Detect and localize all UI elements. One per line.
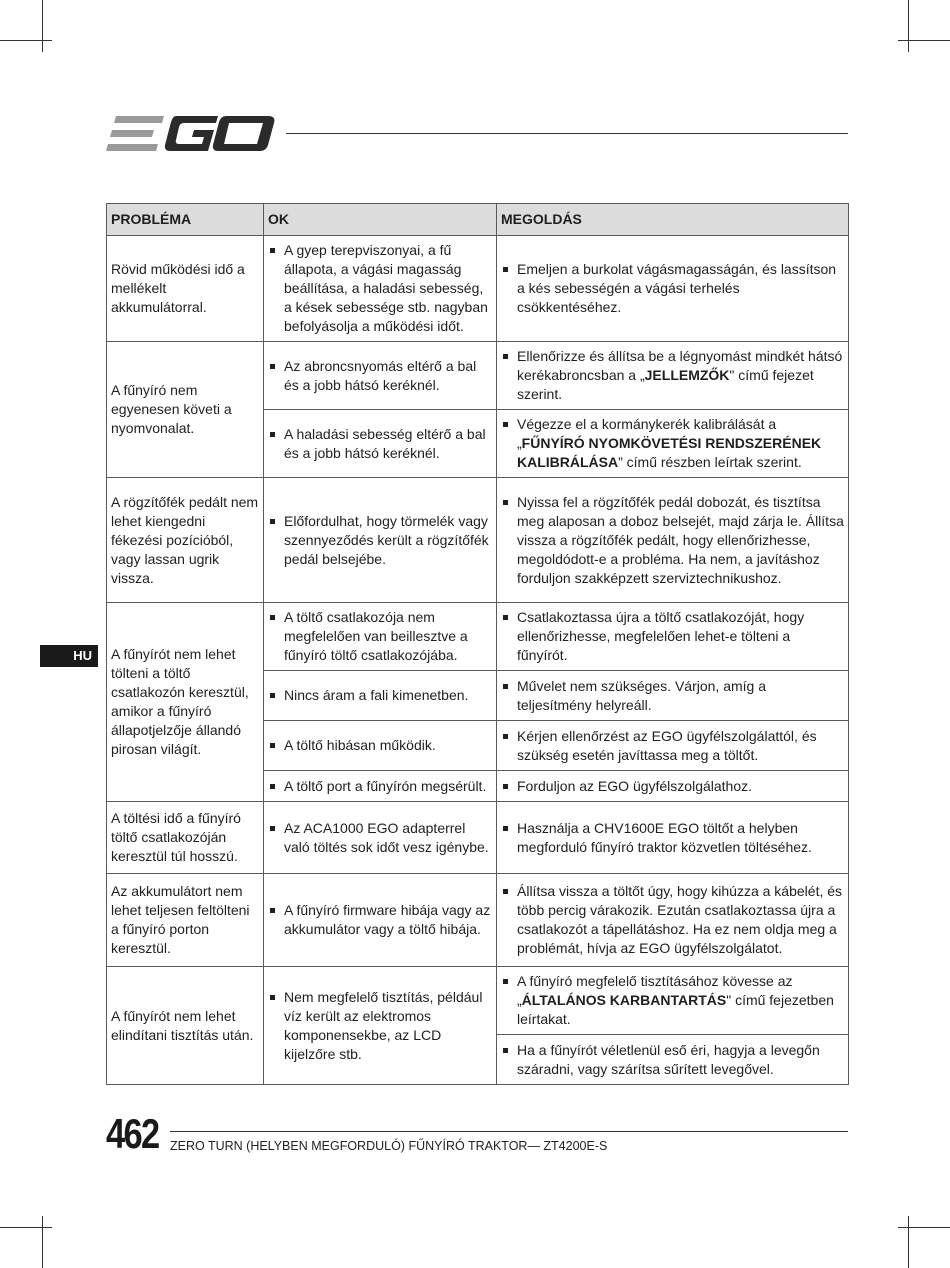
solution-text: Állítsa vissza a töltőt úgy, hogy kihúzza a kábelét, és több percig várakozik. Ezután csatlakoztassa újra a csatlakozót a tápellátáshoz. Ha ez nem oldja meg a problémát, hívja az EGO ügyfélszolgálatot. xyxy=(501,882,844,958)
header-cause: OK xyxy=(264,204,497,236)
crop-mark xyxy=(898,1227,950,1228)
cause-cell xyxy=(264,236,497,342)
solution-cell xyxy=(497,603,849,671)
crop-mark xyxy=(898,40,950,41)
cause-cell xyxy=(264,771,497,802)
problem-cell: A fűnyírót nem lehet elindítani tisztítás után. xyxy=(107,967,264,1085)
solution-text: Forduljon az EGO ügyfélszolgálathoz. xyxy=(501,777,844,796)
table-row xyxy=(107,236,849,342)
cause-cell xyxy=(264,802,497,874)
solution-text: Használja a CHV1600E EGO töltőt a helyben megforduló fűnyíró traktor közvetlen töltéséhez. xyxy=(501,819,844,857)
cause-cell xyxy=(264,342,497,410)
language-tab: HU xyxy=(40,645,98,667)
cause-text: Nincs áram a fali kimenetben. xyxy=(268,686,492,705)
solution-text: Emeljen a burkolat vágásmagasságán, és lassítson a kés sebességén a vágási terhelés csökkentéséhez. xyxy=(501,260,844,317)
table-row xyxy=(107,802,849,874)
table-row xyxy=(107,603,849,671)
cause-text: Előfordulhat, hogy törmelék vagy szennyeződés került a rögzítőfék pedál belsejébe. xyxy=(268,512,492,569)
solution-cell xyxy=(497,342,849,410)
cause-cell xyxy=(264,967,497,1085)
crop-mark xyxy=(908,0,909,52)
solution-cell xyxy=(497,236,849,342)
footer-title: ZERO TURN (HELYBEN MEGFORDULÓ) FŰNYÍRÓ TRAKTOR— ZT4200E-S xyxy=(170,1139,608,1153)
table-header-row xyxy=(107,204,849,236)
solution-text: Nyissa fel a rögzítőfék pedál dobozát, és tisztítsa meg alaposan a doboz belsejét, majd zárja le. Állítsa vissza a rögzítőfék pedált, hogy ellenőrizhesse, megoldódott-e a probléma. Ha nem, a javításhoz forduljon szakképzett szerviztechnikushoz. xyxy=(501,493,844,588)
solution-text: Művelet nem szükséges. Várjon, amíg a teljesítmény helyreáll. xyxy=(501,677,844,715)
cause-cell xyxy=(264,874,497,967)
solution-cell xyxy=(497,478,849,603)
solution-cell xyxy=(497,802,849,874)
cause-text: A fűnyíró firmware hibája vagy az akkumulátor vagy a töltő hibája. xyxy=(268,901,492,939)
cause-text: A töltő csatlakozója nem megfelelően van beillesztve a fűnyíró töltő csatlakozójába. xyxy=(268,608,492,665)
cause-text: A haladási sebesség eltérő a bal és a jobb hátsó keréknél. xyxy=(268,425,492,463)
problem-cell: A töltési idő a fűnyíró töltő csatlakozóján keresztül túl hosszú. xyxy=(107,802,264,874)
table-row xyxy=(107,342,849,410)
page-number: 462 xyxy=(106,1110,159,1157)
cause-text: Az ACA1000 EGO adapterrel való töltés sok időt vesz igénybe. xyxy=(268,819,492,857)
solution-cell xyxy=(497,771,849,802)
problem-cell: A fűnyírót nem lehet tölteni a töltő csatlakozón keresztül, amikor a fűnyíró állapotjelzője állandó pirosan világít. xyxy=(107,603,264,802)
problem-cell: A fűnyíró nem egyenesen követi a nyomvonalat. xyxy=(107,342,264,478)
solution-cell xyxy=(497,410,849,478)
solution-text: A fűnyíró megfelelő tisztításához kövesse az „ÁLTALÁNOS KARBANTARTÁS" című fejezetben leírtakat. xyxy=(501,972,844,1029)
cause-text: Az abroncsnyomás eltérő a bal és a jobb hátsó keréknél. xyxy=(268,357,492,395)
crop-mark xyxy=(42,0,43,52)
solution-text: Csatlakoztassa újra a töltő csatlakozóját, hogy ellenőrizhesse, megfelelően lehet-e tölteni a fűnyírót. xyxy=(501,608,844,665)
problem-cell: A rögzítőfék pedált nem lehet kiengedni fékezési pozícióból, vagy lassan ugrik vissza. xyxy=(107,478,264,603)
problem-cell: Rövid működési idő a mellékelt akkumulátorral. xyxy=(107,236,264,342)
table-row xyxy=(107,874,849,967)
header-problem: PROBLÉMA xyxy=(107,204,264,236)
header-solution: MEGOLDÁS xyxy=(497,204,849,236)
solution-cell xyxy=(497,967,849,1035)
footer-rule xyxy=(170,1131,848,1132)
solution-cell xyxy=(497,721,849,771)
solution-text: Végezze el a kormánykerék kalibrálását a „FŰNYÍRÓ NYOMKÖVETÉSI RENDSZERÉNEK KALIBRÁLÁSA” című részben leírtak szerint. xyxy=(501,415,844,472)
cause-cell xyxy=(264,603,497,671)
cause-text: A töltő port a fűnyírón megsérült. xyxy=(268,777,492,796)
solution-cell xyxy=(497,874,849,967)
solution-text: Ellenőrizze és állítsa be a légnyomást mindkét hátsó kerékabroncsban a „JELLEMZŐK" című fejezet szerint. xyxy=(501,347,844,404)
solution-cell xyxy=(497,1035,849,1085)
solution-text: Ha a fűnyírót véletlenül eső éri, hagyja a levegőn száradni, vagy szárítsa sűrített levegővel. xyxy=(501,1041,844,1079)
solution-cell xyxy=(497,671,849,721)
table-row xyxy=(107,967,849,1035)
table-row xyxy=(107,478,849,603)
cause-cell xyxy=(264,410,497,478)
crop-mark xyxy=(0,1227,52,1228)
solution-text: Kérjen ellenőrzést az EGO ügyfélszolgálattól, és szükség esetén javíttassa meg a töltőt. xyxy=(501,727,844,765)
crop-mark xyxy=(0,40,52,41)
cause-cell xyxy=(264,721,497,771)
cause-text: A töltő hibásan működik. xyxy=(268,736,492,755)
ego-logo xyxy=(106,112,276,154)
header-rule xyxy=(286,133,848,134)
cause-text: A gyep terepviszonyai, a fű állapota, a vágási magasság beállítása, a haladási sebesség, a kések sebessége stb. nagyban befolyásolja a működési időt. xyxy=(268,241,492,336)
cause-cell xyxy=(264,671,497,721)
cause-cell xyxy=(264,478,497,603)
problem-cell: Az akkumulátort nem lehet teljesen feltölteni a fűnyíró porton keresztül. xyxy=(107,874,264,967)
crop-mark xyxy=(42,1216,43,1268)
troubleshooting-table xyxy=(106,203,849,1085)
cause-text: Nem megfelelő tisztítás, például víz került az elektromos komponensekbe, az LCD kijelzőre stb. xyxy=(268,988,492,1064)
crop-mark xyxy=(908,1216,909,1268)
